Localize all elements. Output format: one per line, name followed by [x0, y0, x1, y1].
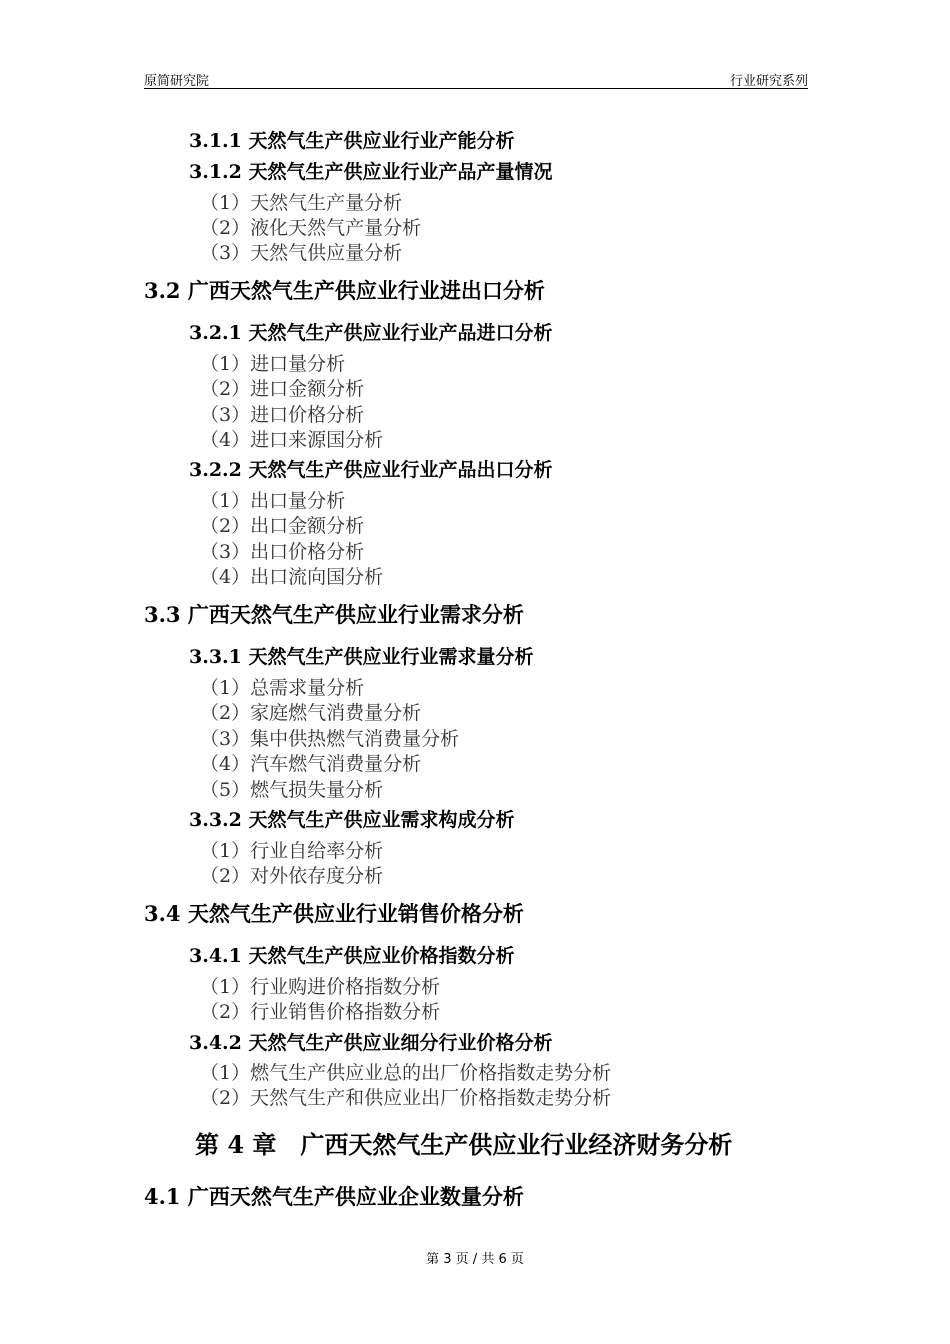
- toc-item: （3）出口价格分析: [200, 541, 365, 563]
- toc-item: （1）行业购进价格指数分析: [200, 976, 441, 998]
- toc-subsection: 3.1.2 天然气生产供应业行业产品产量情况: [189, 161, 553, 183]
- toc-item: （2）对外依存度分析: [200, 865, 384, 887]
- toc-subsection: 3.4.2 天然气生产供应业细分行业价格分析: [189, 1032, 553, 1054]
- toc-item: （3）天然气供应量分析: [200, 242, 403, 264]
- toc-item: （2）液化天然气产量分析: [200, 217, 422, 239]
- toc-item: （2）行业销售价格指数分析: [200, 1001, 441, 1023]
- toc-item: （4）汽车燃气消费量分析: [200, 753, 422, 775]
- toc-item: （1）燃气生产供应业总的出厂价格指数走势分析: [200, 1062, 612, 1084]
- toc-item: （1）出口量分析: [200, 490, 346, 512]
- toc-item: （4）出口流向国分析: [200, 566, 384, 588]
- toc-item: （3）进口价格分析: [200, 404, 365, 426]
- toc-subsection: 3.3.1 天然气生产供应业行业需求量分析: [189, 646, 534, 668]
- toc-item: （1）进口量分析: [200, 353, 346, 375]
- toc-subsection: 3.1.1 天然气生产供应业行业产能分析: [189, 130, 515, 152]
- toc-section: 3.4 天然气生产供应业行业销售价格分析: [144, 901, 524, 926]
- toc-item: （1）总需求量分析: [200, 677, 365, 699]
- toc-section: 3.3 广西天然气生产供应业行业需求分析: [144, 602, 524, 627]
- toc-item: （2）天然气生产和供应业出厂价格指数走势分析: [200, 1087, 612, 1109]
- page-header: [144, 70, 808, 88]
- toc-item: （1）行业自给率分析: [200, 840, 384, 862]
- toc-item: （4）进口来源国分析: [200, 429, 384, 451]
- toc-item: （5）燃气损失量分析: [200, 779, 384, 801]
- toc-item: （2）家庭燃气消费量分析: [200, 702, 422, 724]
- page-number: 第 3 页 / 共 6 页: [426, 1252, 524, 1267]
- toc-section: 3.2 广西天然气生产供应业行业进出口分析: [144, 278, 545, 303]
- toc-chapter: 第 4 章 广西天然气生产供应业行业经济财务分析: [195, 1130, 733, 1159]
- toc-subsection: 3.2.1 天然气生产供应业行业产品进口分析: [189, 322, 553, 344]
- toc-subsection: 3.2.2 天然气生产供应业行业产品出口分析: [189, 459, 553, 481]
- toc-item: （1）天然气生产量分析: [200, 192, 403, 214]
- header-org: 原简研究院: [144, 74, 210, 89]
- toc-subsection: 3.3.2 天然气生产供应业需求构成分析: [189, 809, 515, 831]
- toc-item: （3）集中供热燃气消费量分析: [200, 728, 460, 750]
- header-series: 行业研究系列: [729, 74, 808, 89]
- toc-section: 4.1 广西天然气生产供应业企业数量分析: [144, 1184, 524, 1209]
- toc-item: （2）出口金额分析: [200, 515, 365, 537]
- header-divider: [144, 88, 808, 89]
- toc-item: （2）进口金额分析: [200, 378, 365, 400]
- toc-subsection: 3.4.1 天然气生产供应业价格指数分析: [189, 945, 515, 967]
